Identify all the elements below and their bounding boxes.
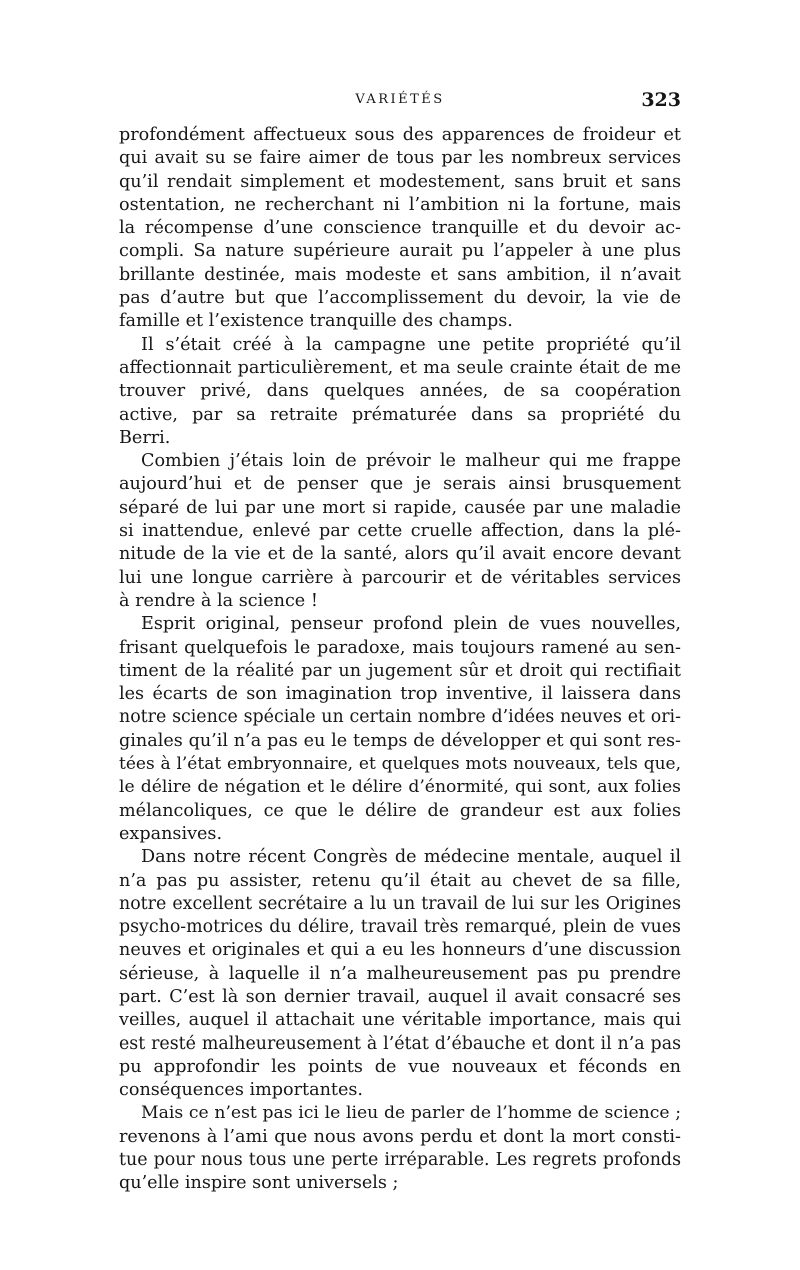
text-line: nitude de la vie et de la santé, alors qu’il avait encore devant: [119, 544, 681, 565]
text-line: ginales qu’il n’a pas eu le temps de développer et qui sont res-: [119, 730, 681, 751]
text-line: neuves et originales et qui a eu les honneurs d’une discussion: [119, 940, 681, 961]
text-line: brillante destinée, mais modeste et sans ambition, il n’avait: [119, 264, 681, 285]
text-line: timent de la réalité par un jugement sûr et droit qui rectifiait: [119, 660, 681, 681]
body-text: [119, 124, 681, 1196]
text-line: part. C’est là son dernier travail, auquel il avait consacré ses: [119, 986, 681, 1007]
text-line: profondément affectueux sous des apparences de froideur et: [119, 125, 681, 145]
text-line: sérieuse, à laquelle il n’a malheureusement pas pu prendre: [119, 963, 681, 984]
text-line: affectionnait particulièrement, et ma seule crainte était de me: [119, 357, 681, 378]
text-line: psycho-motrices du délire, travail très remarqué, plein de vues: [119, 917, 681, 938]
text-line: séparé de lui par une mort si rapide, causée par une maladie: [119, 497, 681, 518]
text-line: tue pour nous tous une perte irréparable. Les regrets profonds: [119, 1150, 681, 1171]
text-line: active, par sa retraite prématurée dans sa propriété du: [119, 404, 681, 425]
text-line: aujourd’hui et de penser que je serais ainsi brusquement: [119, 474, 681, 495]
text-line: Berri.: [119, 427, 171, 448]
text-line: qu’elle inspire sont universels ;: [119, 1173, 399, 1194]
text-line: les écarts de son imagination trop inventive, il laissera dans: [119, 684, 681, 705]
text-line: lui une longue carrière à parcourir et de véritables services: [119, 567, 681, 588]
running-title: VARIÉTÉS: [355, 92, 445, 107]
text-line: Combien j’étais loin de prévoir le malheur qui me frappe: [141, 451, 681, 472]
text-line: famille et l’existence tranquille des champs.: [119, 311, 513, 332]
text-line: ostentation, ne recherchant ni l’ambition ni la fortune, mais: [119, 194, 681, 215]
text-line: mélancoliques, ce que le délire de grandeur est aux folies: [119, 800, 681, 821]
text-line: trouver privé, dans quelques années, de sa coopération: [119, 381, 681, 402]
text-line: veilles, auquel il attachait une véritable importance, mais qui: [119, 1010, 681, 1031]
text-line: le délire de négation et le délire d’énormité, qui sont, aux folies: [119, 777, 681, 798]
text-line: la récompense d’une conscience tranquille et du devoir ac-: [119, 218, 681, 239]
text-line: si inattendue, enlevé par cette cruelle affection, dans la plé-: [119, 521, 681, 542]
text-line: Il s’était créé à la campagne une petite propriété qu’il: [141, 334, 681, 355]
text-line: conséquences importantes.: [119, 1080, 364, 1101]
text-line: expansives.: [119, 823, 223, 844]
text-line: est resté malheureusement à l’état d’ébauche et dont il n’a pas: [119, 1033, 681, 1054]
text-line: notre science spéciale un certain nombre d’idées neuves et ori-: [119, 707, 681, 728]
text-line: qui avait su se faire aimer de tous par les nombreux services: [119, 148, 681, 169]
text-line: Dans notre récent Congrès de médecine mentale, auquel il: [141, 847, 681, 868]
text-line: Esprit original, penseur profond plein de vues nouvelles,: [141, 614, 681, 635]
text-line: à rendre à la science !: [119, 590, 318, 611]
text-line: pu approfondir les points de vue nouveaux et féconds en: [119, 1056, 681, 1077]
text-line: revenons à l’ami que nous avons perdu et dont la mort consti-: [119, 1126, 681, 1147]
text-line: Mais ce n’est pas ici le lieu de parler de l’homme de science ;: [141, 1103, 681, 1124]
text-line: notre excellent secrétaire a lu un travail de lui sur les Origines: [119, 893, 681, 914]
text-line: pas d’autre but que l’accomplissement du devoir, la vie de: [119, 288, 681, 309]
running-head: [119, 89, 681, 116]
text-line: n’a pas pu assister, retenu qu’il était au chevet de sa fille,: [119, 870, 681, 891]
text-line: frisant quelquefois le paradoxe, mais toujours ramené au sen-: [119, 637, 681, 658]
page-number: 323: [641, 89, 681, 111]
text-line: tées à l’état embryonnaire, et quelques mots nouveaux, tels que,: [119, 754, 681, 775]
text-line: qu’il rendait simplement et modestement, sans bruit et sans: [119, 171, 681, 192]
text-line: compli. Sa nature supérieure aurait pu l’appeler à une plus: [119, 241, 681, 262]
